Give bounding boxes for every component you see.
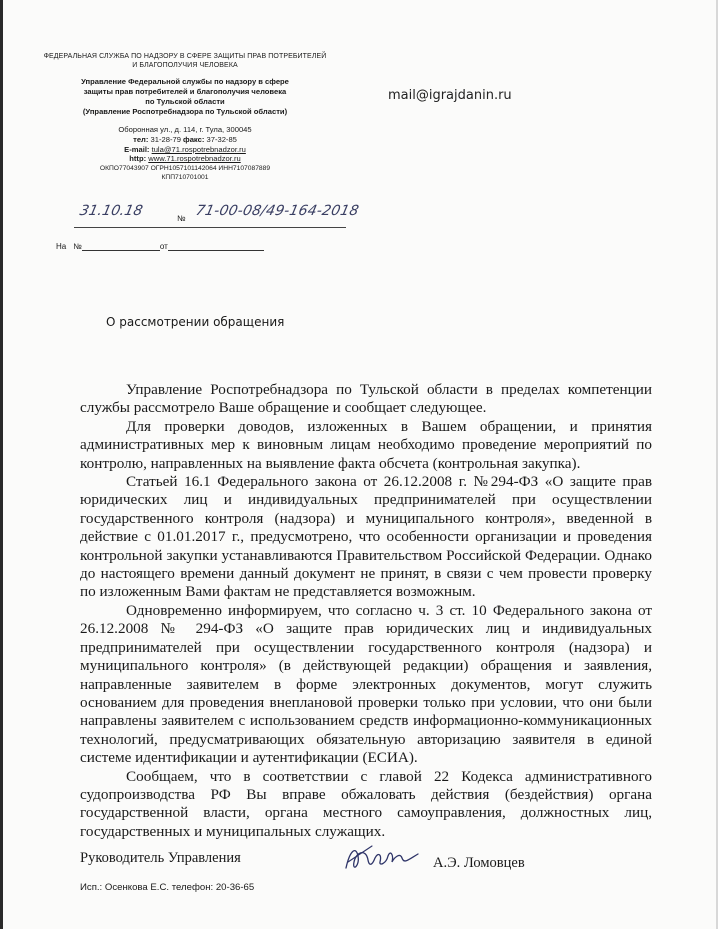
letterhead xyxy=(40,52,330,182)
reference-from-label: от xyxy=(159,242,168,251)
fax-number: 37-32-85 xyxy=(206,134,237,144)
phone-label: тел: xyxy=(133,134,149,144)
signature-block xyxy=(80,850,580,880)
addressee-email[interactable]: mail@igrajdanin.ru xyxy=(388,88,512,103)
agency-name: ФЕДЕРАЛЬНАЯ СЛУЖБА ПО НАДЗОРУ В СФЕРЕ ЗАЩИТЫ ПРАВ ПОТРЕБИТЕЛЕЙ И БЛАГОПОЛУЧИЯ ЧЕЛОВЕКА xyxy=(43,53,327,69)
reference-number-blank xyxy=(82,240,160,251)
reference-number-sign: № xyxy=(73,242,82,251)
outgoing-number-sign: № xyxy=(177,214,186,223)
email-line xyxy=(40,145,330,155)
letter-subject: О рассмотрении обращения xyxy=(106,315,285,329)
reference-line xyxy=(56,240,264,251)
agency-website-link[interactable]: www.71.rospotrebnadzor.ru xyxy=(148,154,241,164)
body-paragraph: Для проверки доводов, изложенных в Вашем обращении, и принятия административных мер к виновным лицам необходимо проведение мероприятий по контролю, направленных на выявление факта обсчета (контрольная закупка). xyxy=(80,417,652,472)
body-paragraph: Управление Роспотребнадзора по Тульской области в пределах компетенции службы рассмотрело Ваше обращение и сообщает следующее. xyxy=(80,381,652,417)
department-line: по Тульской области xyxy=(145,97,225,106)
department-line: (Управление Роспотребнадзора по Тульской области) xyxy=(82,107,288,116)
executor-contact: Исп.: Осенкова Е.С. телефон: 20-36-65 xyxy=(80,882,255,893)
website-line xyxy=(40,154,330,164)
body-paragraph: Одновременно информируем, что согласно ч. 3 ст. 10 Федерального закона от 26.12.2008 № 294-ФЗ «О защите прав юридических лиц и индивидуальных предпринимателей при осуществлении государственного контроля (надзора) и муниципального контроля» (в действующей редакции) обращения и заявления, направленные заявителем в форме электронных документов, могут служить основанием для проведения внеплановой проверки только при условии, что они были направлены заявителем с использованием средств информационно-коммуникационных технологий, предусматривающих обязательную авторизацию заявителя в единой системе идентификации и аутентификации (ЕСИА). xyxy=(80,601,652,767)
contact-block xyxy=(40,125,330,182)
handwritten-signature-icon xyxy=(342,842,422,876)
signatory-name: А.Э. Ломовцев xyxy=(433,855,525,871)
body-paragraph: Сообщаем, что в соответствии с главой 22 Кодекса административного судопроизводства РФ Вы вправе обжаловать действия (бездействия) органа государственной власти, органа местного самоуправления, должностных лиц, государственных и муниципальных служащих. xyxy=(80,767,652,840)
registration-codes: ОКПО77043907 ОГРН1057101142064 ИНН7107087889 xyxy=(99,165,271,173)
department-name xyxy=(40,77,330,117)
department-line: защиты прав потребителей и благополучия человека xyxy=(83,87,287,96)
agency-email-link[interactable]: tula@71.rospotrebnadzor.ru xyxy=(151,144,246,154)
letter-body xyxy=(80,381,652,841)
reference-on-label: На xyxy=(56,242,67,251)
body-paragraph: Статьей 16.1 Федерального закона от 26.12.2008 г. №294-ФЗ «О защите прав юридических лиц и индивидуальных предпринимателей при осуществлении государственного контроля (надзора) и муниципального контроля», введенной в действие с 01.01.2017 г., предусмотрено, что особенности организации и проведения контрольной закупки устанавливаются Правительством Российской Федерации. Однако до настоящего времени данный документ не принят, в связи с чем провести проверку по изложенным Вами фактам не представляется возможным. xyxy=(80,473,652,601)
http-label: http: xyxy=(129,154,147,164)
scan-left-edge xyxy=(0,0,3,929)
outgoing-date: 31.10.18 xyxy=(78,203,145,219)
signatory-title: Руководитель Управления xyxy=(80,850,241,866)
phone-number: 31-28-79 xyxy=(150,134,181,144)
phone-fax-line xyxy=(40,135,330,145)
kpp-code: КПП710701001 xyxy=(161,174,209,182)
fax-label: факс: xyxy=(183,134,205,144)
reference-date-blank xyxy=(168,240,264,251)
outgoing-number: 71-00-08/49-164-2018 xyxy=(194,203,361,219)
department-line: Управление Федеральной службы по надзору в сфере xyxy=(81,77,289,86)
email-label: E-mail: xyxy=(124,144,150,154)
postal-address: Оборонная ул., д. 114, г. Тула, 300045 xyxy=(118,125,252,134)
